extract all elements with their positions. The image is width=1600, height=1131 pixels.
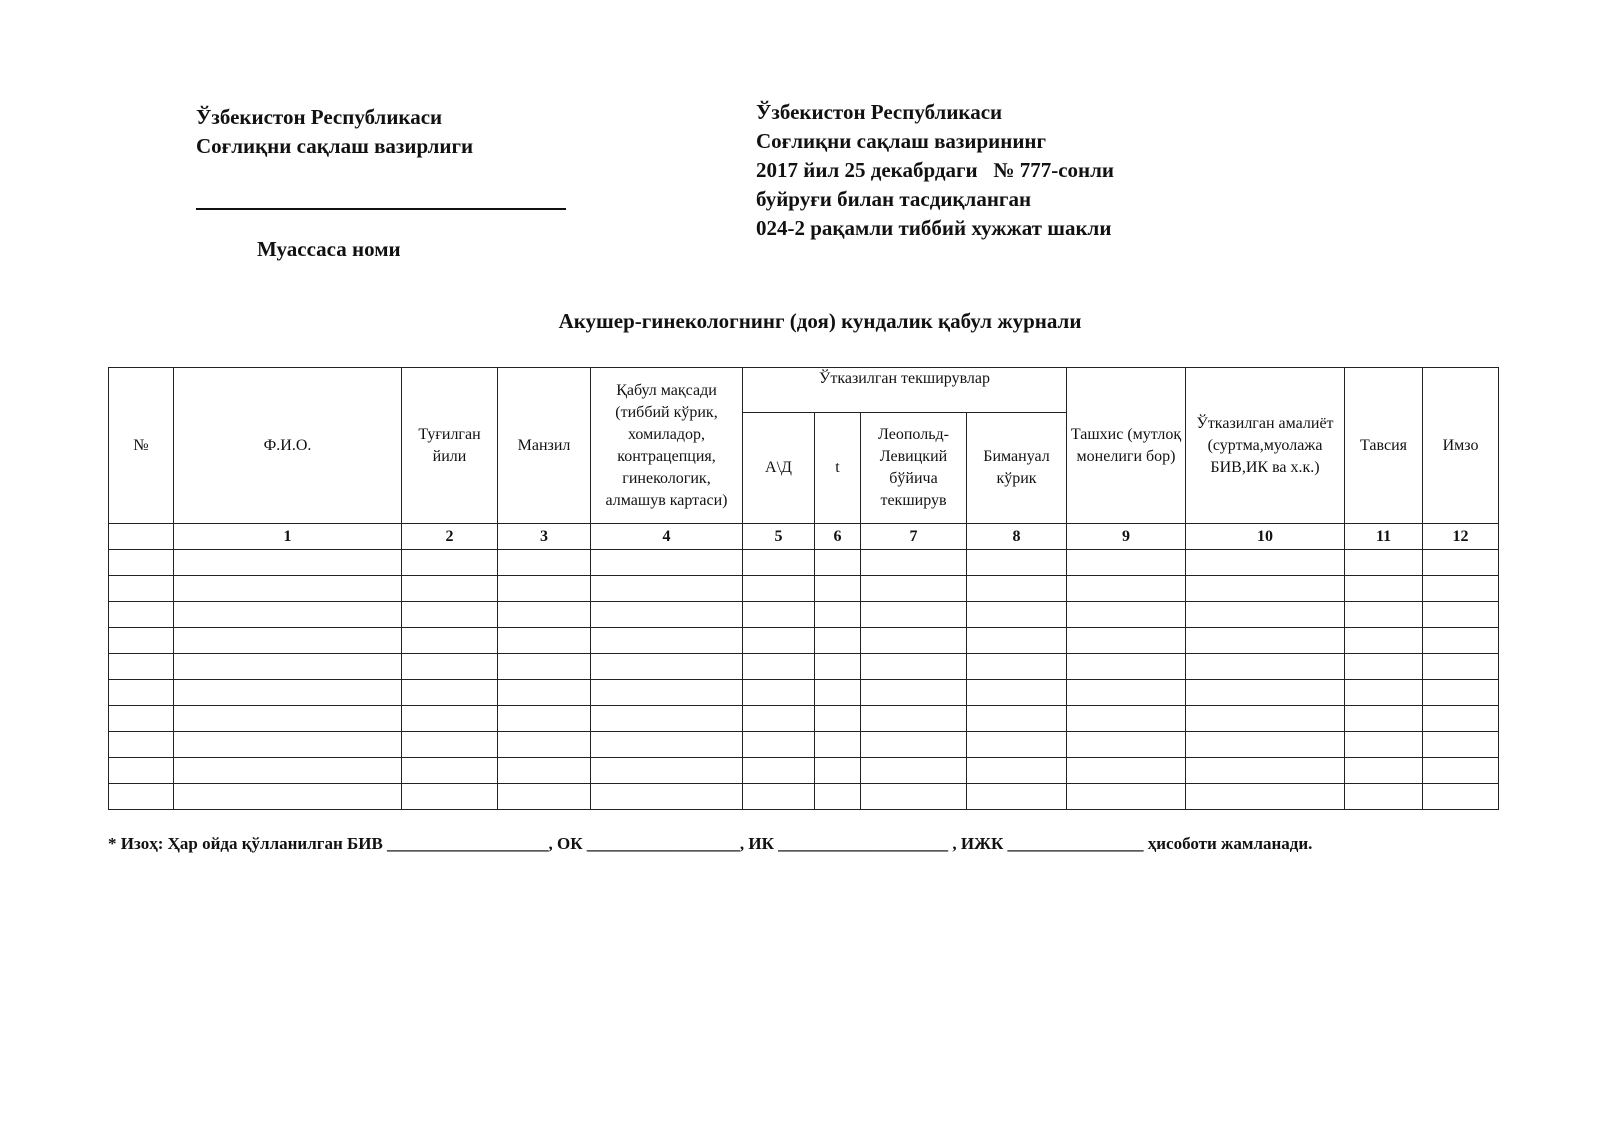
table-cell[interactable] [1067, 758, 1186, 784]
table-cell[interactable] [1186, 706, 1345, 732]
header-examinations-group: Ўтказилган текширувлар [743, 368, 1067, 413]
table-cell[interactable] [1067, 628, 1186, 654]
table-cell[interactable] [1423, 784, 1499, 810]
table-cell[interactable] [1345, 732, 1423, 758]
table-cell[interactable] [815, 602, 861, 628]
table-cell[interactable] [591, 654, 743, 680]
table-cell[interactable] [109, 758, 174, 784]
header-number: № [109, 368, 174, 524]
table-cell[interactable] [743, 680, 815, 706]
table-cell[interactable] [1345, 654, 1423, 680]
table-cell[interactable] [1186, 576, 1345, 602]
table-cell[interactable] [1345, 758, 1423, 784]
table-cell[interactable] [861, 732, 967, 758]
table-cell[interactable] [591, 784, 743, 810]
table-cell[interactable] [498, 758, 591, 784]
column-number-blank [109, 524, 174, 550]
table-cell[interactable] [109, 706, 174, 732]
journal-body [109, 550, 1499, 810]
header-bimanual-exam: Бимануал кўрик [967, 413, 1067, 524]
table-cell[interactable] [967, 706, 1067, 732]
table-cell[interactable] [815, 732, 861, 758]
table-cell[interactable] [967, 550, 1067, 576]
column-number: 10 [1186, 524, 1345, 550]
table-cell[interactable] [1345, 550, 1423, 576]
table-cell[interactable] [498, 654, 591, 680]
column-number: 3 [498, 524, 591, 550]
table-cell[interactable] [174, 576, 402, 602]
table-row [109, 654, 1499, 680]
table-cell[interactable] [402, 732, 498, 758]
table-cell[interactable] [402, 758, 498, 784]
table-cell[interactable] [1345, 602, 1423, 628]
table-cell[interactable] [1186, 654, 1345, 680]
column-number: 8 [967, 524, 1067, 550]
table-cell[interactable] [591, 550, 743, 576]
table-cell[interactable] [815, 758, 861, 784]
table-cell[interactable] [861, 680, 967, 706]
approval-header-line-2: Соғлиқни сақлаш вазирининг [756, 129, 1047, 153]
column-number: 7 [861, 524, 967, 550]
header-procedures: Ўтказилган амалиёт (суртма,муолажа БИВ,ИК ва х.к.) [1186, 368, 1345, 524]
table-cell[interactable] [402, 602, 498, 628]
table-cell[interactable] [174, 654, 402, 680]
table-cell[interactable] [1345, 706, 1423, 732]
table-cell[interactable] [815, 680, 861, 706]
table-cell[interactable] [402, 680, 498, 706]
table-cell[interactable] [402, 706, 498, 732]
table-cell[interactable] [967, 628, 1067, 654]
table-cell[interactable] [1423, 628, 1499, 654]
ministry-header-line-1: Ўзбекистон Республикаси [196, 105, 443, 129]
table-cell[interactable] [1067, 732, 1186, 758]
table-cell[interactable] [591, 680, 743, 706]
header-diagnosis: Ташхис (мутлоқ монелиги бор) [1067, 368, 1186, 524]
table-cell[interactable] [1345, 680, 1423, 706]
table-cell[interactable] [861, 628, 967, 654]
table-cell[interactable] [1186, 628, 1345, 654]
header-birth-year: Туғилган йили [402, 368, 498, 524]
reception-journal-table [108, 367, 1499, 810]
table-cell[interactable] [174, 550, 402, 576]
column-number: 6 [815, 524, 861, 550]
header-temperature: t [815, 413, 861, 524]
table-cell[interactable] [967, 758, 1067, 784]
table-cell[interactable] [174, 602, 402, 628]
table-cell[interactable] [1423, 732, 1499, 758]
column-number: 12 [1423, 524, 1499, 550]
table-cell[interactable] [743, 732, 815, 758]
table-cell[interactable] [815, 628, 861, 654]
table-row [109, 758, 1499, 784]
table-cell[interactable] [498, 784, 591, 810]
table-cell[interactable] [743, 784, 815, 810]
table-cell[interactable] [591, 602, 743, 628]
header-recommendation: Тавсия [1345, 368, 1423, 524]
table-cell[interactable] [815, 654, 861, 680]
table-cell[interactable] [861, 784, 967, 810]
column-number: 9 [1067, 524, 1186, 550]
header-blood-pressure: А\Д [743, 413, 815, 524]
table-cell[interactable] [743, 550, 815, 576]
table-cell[interactable] [815, 784, 861, 810]
header-leopold-exam: Леопольд-Левицкий бўйича текширув [861, 413, 967, 524]
column-number: 4 [591, 524, 743, 550]
institution-name-label: Муассаса номи [257, 237, 401, 261]
table-cell[interactable] [1067, 602, 1186, 628]
table-cell[interactable] [1067, 706, 1186, 732]
table-cell[interactable] [591, 576, 743, 602]
table-row [109, 628, 1499, 654]
table-cell[interactable] [174, 784, 402, 810]
table-cell[interactable] [1186, 550, 1345, 576]
table-cell[interactable] [1423, 654, 1499, 680]
table-cell[interactable] [1067, 680, 1186, 706]
table-cell[interactable] [967, 732, 1067, 758]
header-signature: Имзо [1423, 368, 1499, 524]
table-row [109, 602, 1499, 628]
table-cell[interactable] [591, 706, 743, 732]
table-cell[interactable] [861, 602, 967, 628]
approval-header-line-1: Ўзбекистон Республикаси [756, 100, 1003, 124]
approval-header-line-4: буйруғи билан тасдиқланган [756, 187, 1032, 211]
table-row [109, 784, 1499, 810]
approval-header [756, 98, 1114, 243]
table-cell[interactable] [498, 628, 591, 654]
table-cell[interactable] [174, 628, 402, 654]
table-cell[interactable] [109, 654, 174, 680]
table-cell[interactable] [174, 680, 402, 706]
table-cell[interactable] [1423, 706, 1499, 732]
ministry-header-line-2: Соғлиқни сақлаш вазирлиги [196, 134, 474, 158]
table-cell[interactable] [1067, 576, 1186, 602]
table-cell[interactable] [402, 784, 498, 810]
table-cell[interactable] [591, 758, 743, 784]
table-cell[interactable] [1423, 680, 1499, 706]
institution-name-line [196, 208, 566, 210]
table-cell[interactable] [498, 680, 591, 706]
column-number: 11 [1345, 524, 1423, 550]
table-cell[interactable] [1067, 550, 1186, 576]
table-cell[interactable] [743, 602, 815, 628]
table-row [109, 576, 1499, 602]
table-row [109, 550, 1499, 576]
table-cell[interactable] [1186, 784, 1345, 810]
table-cell[interactable] [498, 550, 591, 576]
table-cell[interactable] [1345, 784, 1423, 810]
table-cell[interactable] [815, 706, 861, 732]
table-cell[interactable] [861, 706, 967, 732]
table-cell[interactable] [109, 680, 174, 706]
table-cell[interactable] [591, 732, 743, 758]
table-cell[interactable] [402, 576, 498, 602]
table-cell[interactable] [1423, 602, 1499, 628]
approval-header-line-5: 024-2 рақамли тиббий хужжат шакли [756, 216, 1112, 240]
table-cell[interactable] [402, 654, 498, 680]
table-cell[interactable] [1345, 576, 1423, 602]
document-title: Акушер-гинекологнинг (доя) кундалик қабул журнали [558, 309, 1082, 333]
table-cell[interactable] [1186, 602, 1345, 628]
table-cell[interactable] [861, 576, 967, 602]
table-cell[interactable] [498, 706, 591, 732]
table-cell[interactable] [109, 628, 174, 654]
table-cell[interactable] [967, 680, 1067, 706]
table-cell[interactable] [861, 654, 967, 680]
table-cell[interactable] [402, 550, 498, 576]
table-cell[interactable] [174, 758, 402, 784]
column-number: 2 [402, 524, 498, 550]
table-cell[interactable] [1067, 784, 1186, 810]
table-cell[interactable] [1067, 654, 1186, 680]
table-cell[interactable] [967, 602, 1067, 628]
table-cell[interactable] [498, 576, 591, 602]
table-cell[interactable] [1423, 758, 1499, 784]
table-cell[interactable] [498, 732, 591, 758]
table-cell[interactable] [1345, 628, 1423, 654]
table-cell[interactable] [743, 758, 815, 784]
table-cell[interactable] [174, 706, 402, 732]
table-cell[interactable] [109, 576, 174, 602]
table-row [109, 680, 1499, 706]
table-cell[interactable] [591, 628, 743, 654]
approval-header-line-3: 2017 йил 25 декабрдаги № 777-сонли [756, 158, 1115, 182]
table-cell[interactable] [967, 784, 1067, 810]
table-cell[interactable] [967, 654, 1067, 680]
footnote: * Изоҳ: Ҳар ойда қўлланилган БИВ ___________________, ОК __________________, ИК ____________________ , ИЖК ________________ ҳисоботи жамланади. [108, 834, 1313, 853]
table-cell[interactable] [109, 550, 174, 576]
table-cell[interactable] [1186, 732, 1345, 758]
column-number: 5 [743, 524, 815, 550]
table-cell[interactable] [967, 576, 1067, 602]
table-cell[interactable] [1423, 550, 1499, 576]
table-row [109, 732, 1499, 758]
table-cell[interactable] [861, 550, 967, 576]
table-cell[interactable] [1186, 758, 1345, 784]
table-cell[interactable] [498, 602, 591, 628]
table-cell[interactable] [1423, 576, 1499, 602]
header-visit-purpose: Қабул мақсади (тиббий кўрик, хомиладор, контрацепция, гинекологик, алмашув картаси) [591, 368, 743, 524]
ministry-header [196, 103, 473, 161]
table-cell[interactable] [743, 706, 815, 732]
table-cell[interactable] [861, 758, 967, 784]
table-cell[interactable] [402, 628, 498, 654]
table-cell[interactable] [815, 576, 861, 602]
table-cell[interactable] [1186, 680, 1345, 706]
table-cell[interactable] [743, 654, 815, 680]
table-cell[interactable] [174, 732, 402, 758]
table-cell[interactable] [109, 732, 174, 758]
table-cell[interactable] [109, 602, 174, 628]
table-cell[interactable] [743, 628, 815, 654]
column-number: 1 [174, 524, 402, 550]
header-full-name: Ф.И.О. [174, 368, 402, 524]
table-row [109, 706, 1499, 732]
table-cell[interactable] [109, 784, 174, 810]
table-cell[interactable] [815, 550, 861, 576]
table-cell[interactable] [743, 576, 815, 602]
header-address: Манзил [498, 368, 591, 524]
